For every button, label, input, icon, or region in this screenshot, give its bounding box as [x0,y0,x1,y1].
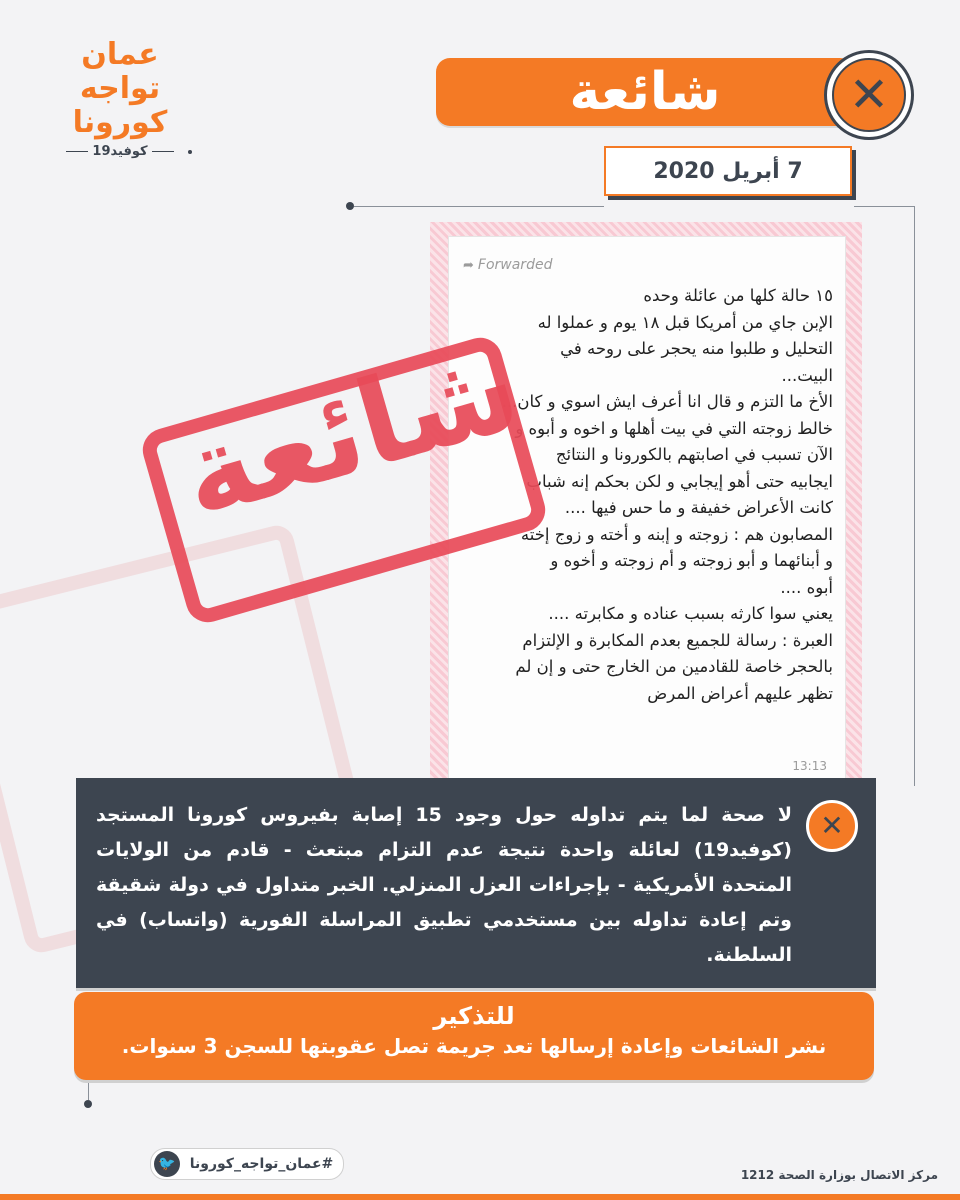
divider-line [914,206,915,786]
reminder-box [74,992,874,1080]
twitter-bird-icon: 🐦 [154,1151,180,1177]
clarification-text: لا صحة لما يتم تداوله حول وجود 15 إصابة بفيروس كورونا المستجد (كوفيد19) لعائلة واحدة نتيجة عدم التزام مبتعث - قادم من الولايات المتحدة الأمريكية - بإجراءات العزل المنزلي. الخبر متداول في دولة شقيقة وتم إعادة تداوله بين مستخدمي تطبيق المراسلة الفورية (واتساب) في السلطنة. [96,804,792,966]
footer-bar [0,1194,960,1200]
hashtag-text: #عمان_تواجه_كورونا [189,1156,334,1172]
chat-line: ١٥ حالة كلها من عائلة وحده [643,286,833,305]
chat-line: المصابون هم : زوجته و إبنه و أخته و زوج إخته [520,524,833,544]
chat-line: كانت الأعراض خفيفة و ما حس فيها .... [564,498,833,517]
decor-dot [188,150,192,154]
chat-line: التحليل و طلبوا منه يحجر على روحه في [560,339,833,358]
rumor-title: شائعة [569,62,721,122]
false-x-icon: ✕ [824,50,914,140]
chat-line: تظهر عليهم أعراض المرض [647,683,833,703]
logo-line-2: تواجه [79,71,161,106]
footer-credit: مركز الاتصال بوزارة الصحة 1212 [740,1168,938,1182]
decor-dot [84,1100,92,1108]
decor-dot [346,202,354,210]
date-box [604,146,852,196]
chat-line: بالحجر خاصة للقادمين من الخارج حتى و إن لم [515,657,833,676]
divider-line [854,206,914,207]
rumor-title-banner [436,58,854,126]
chat-line: خالط زوجته التي في بيت أهلها و اخوه و أبوه و [515,418,833,438]
chat-line: العبرة : رسالة للجميع بعدم المكابرة و الإلتزام [522,630,833,650]
false-x-icon: ✕ [806,800,858,852]
chat-line: البيت... [781,365,833,385]
forward-arrow-icon: ➦ [463,258,474,273]
chat-line: الآن تسبب في اصابتهم بالكورونا و النتائج [555,445,833,464]
chat-line: أبوه .... [780,577,833,597]
date-label: 7 أبريل 2020 [653,158,803,184]
hashtag-pill[interactable] [150,1148,344,1180]
campaign-logo [60,38,180,159]
divider-line [354,206,604,207]
clarification-box [76,778,876,988]
chat-line: و أبنائهما و أبو زوجته و أم زوجته و أخوه و [550,551,833,570]
chat-line: ايجابيه حتى أهو إيجابي و لكن بحكم إنه شباب [526,471,833,491]
divider-line [88,1080,89,1100]
reminder-body: نشر الشائعات وإعادة إرسالها تعد جريمة تصل عقوبتها للسجن 3 سنوات. [121,1034,827,1058]
chat-line: الأخ ما التزم و قال انا أعرف ايش اسوي و كان... [501,392,833,411]
logo-line-1: عمان [81,37,159,72]
chat-timestamp: 13:13 [792,759,827,773]
logo-line-4: كوفيد19 [60,144,180,159]
logo-line-3: كورونا [72,105,168,140]
rumor-stamp-text: شائعة [166,317,534,545]
forwarded-label: ➦ Forwarded [463,257,553,273]
chat-line: يعني سوا كارثه بسبب عناده و مكابرته .... [548,604,833,623]
chat-line: الإبن جاي من أمريكا قبل ١٨ يوم و عملوا له [537,312,833,332]
reminder-title: للتذكير [433,1002,515,1030]
